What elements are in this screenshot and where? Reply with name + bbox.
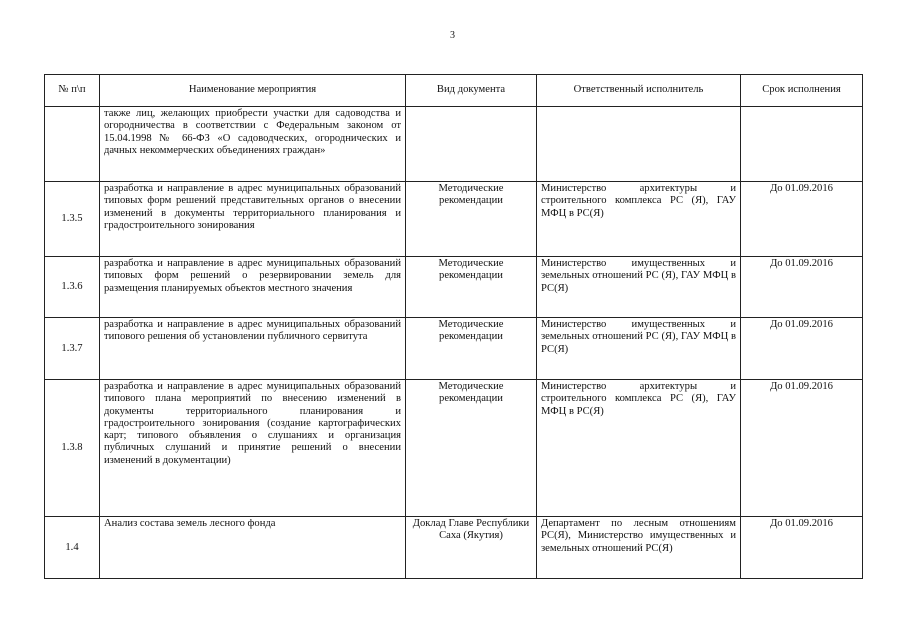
row-name: разработка и направление в адрес муниципальных образований типовых форм решений представительных органов о внесении изменений в документы территориального планирования и градостроительного зонирования	[100, 182, 406, 257]
row-term: До 01.09.2016	[741, 380, 863, 517]
table-row	[45, 257, 863, 318]
row-term: До 01.09.2016	[741, 257, 863, 318]
row-doc: Доклад Главе Республики Саха (Якутия)	[406, 517, 537, 579]
row-num: 1.3.7	[45, 318, 100, 380]
row-resp: Министерство архитектуры и строительного комплекса РС (Я), ГАУ МФЦ в РС(Я)	[537, 182, 741, 257]
header-resp: Ответственный исполнитель	[537, 75, 741, 107]
header-num: № п\п	[45, 75, 100, 107]
table-row	[45, 318, 863, 380]
row-num	[45, 107, 100, 182]
row-num: 1.4	[45, 517, 100, 579]
row-resp: Министерство имущественных и земельных отношений РС (Я), ГАУ МФЦ в РС(Я)	[537, 257, 741, 318]
table-row	[45, 182, 863, 257]
row-term: До 01.09.2016	[741, 517, 863, 579]
table-row	[45, 517, 863, 579]
header-doc: Вид документа	[406, 75, 537, 107]
row-term	[741, 107, 863, 182]
row-resp: Министерство архитектуры и строительного комплекса РС (Я), ГАУ МФЦ в РС(Я)	[537, 380, 741, 517]
row-resp: Министерство имущественных и земельных отношений РС (Я), ГАУ МФЦ в РС(Я)	[537, 318, 741, 380]
row-doc: Методические рекомендации	[406, 318, 537, 380]
row-doc: Методические рекомендации	[406, 257, 537, 318]
row-name: Анализ состава земель лесного фонда	[100, 517, 406, 579]
row-num: 1.3.5	[45, 182, 100, 257]
row-resp	[537, 107, 741, 182]
row-term: До 01.09.2016	[741, 182, 863, 257]
measures-table	[44, 74, 863, 579]
row-name: разработка и направление в адрес муниципальных образований типового плана мероприятий по внесению изменений в документы территориального планирования и градостроительного зонирования (создание картографических карт; типового объявления о слушаниях и организация публичных слушаний и принятие решений о внесении изменений в документации)	[100, 380, 406, 517]
row-doc	[406, 107, 537, 182]
row-name: также лиц, желающих приобрести участки для садоводства и огородничества в соответствии с Федеральным законом от 15.04.1998 № 66-ФЗ «О садоводческих, огороднических и дачных некоммерческих объединениях граждан»	[100, 107, 406, 182]
header-term: Срок исполнения	[741, 75, 863, 107]
header-name: Наименование мероприятия	[100, 75, 406, 107]
row-name: разработка и направление в адрес муниципальных образований типовых форм решений о резервировании земель для размещения планируемых объектов местного значения	[100, 257, 406, 318]
row-resp: Департамент по лесным отношениям РС(Я), Министерство имущественных и земельных отношений РС(Я)	[537, 517, 741, 579]
table-row	[45, 107, 863, 182]
row-name: разработка и направление в адрес муниципальных образований типового решения об установлении публичного сервитута	[100, 318, 406, 380]
row-num: 1.3.8	[45, 380, 100, 517]
row-doc: Методические рекомендации	[406, 182, 537, 257]
row-term: До 01.09.2016	[741, 318, 863, 380]
table-header-row	[45, 75, 863, 107]
row-doc: Методические рекомендации	[406, 380, 537, 517]
page-number: 3	[450, 30, 455, 41]
row-num: 1.3.6	[45, 257, 100, 318]
table-row	[45, 380, 863, 517]
